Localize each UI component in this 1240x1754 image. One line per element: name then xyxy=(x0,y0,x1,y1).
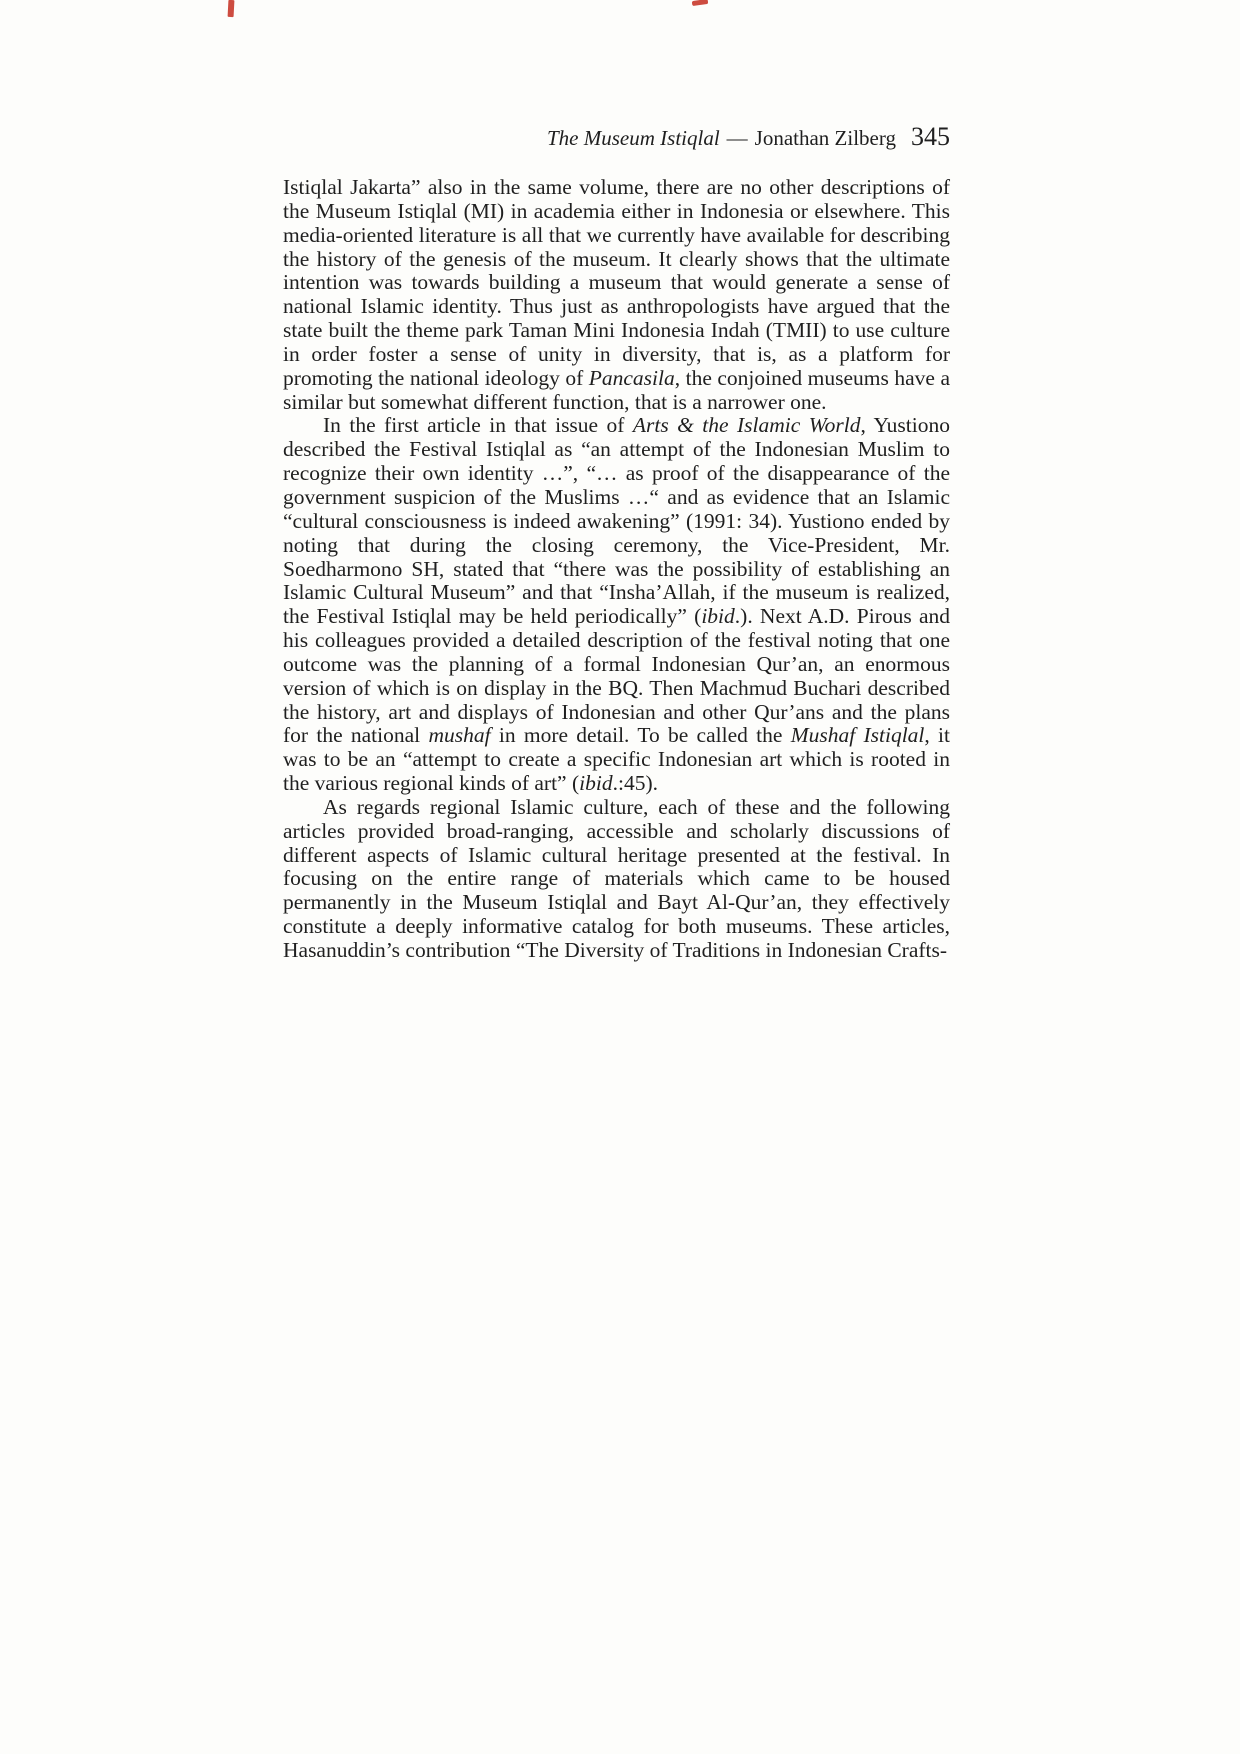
text-run: In the first article in that issue of xyxy=(323,413,633,438)
paragraph xyxy=(283,176,950,414)
paragraph xyxy=(283,796,950,963)
italic-text-run: mushaf xyxy=(428,723,491,748)
header-separator: — xyxy=(726,126,748,150)
text-run: .). Next A.D. Pirous and his colleagues provided a detailed description of the festival noting that one outcome was the planning of a formal Indonesian Qur’an, an enormous version of which is on display in the BQ. Then Machmud Buchari described the history, art and displays of Indonesian and other Qur’ans and the plans for the national xyxy=(283,604,950,748)
text-run: Istiqlal Jakarta” also in the same volume, there are no other descriptions of the Museum Istiqlal (MI) in academia either in Indonesia or elsewhere. This media-oriented literature is all that we currently have available for describing the history of the genesis of the museum. It clearly shows that the ultimate intention was towards building a museum that would generate a sense of national Islamic identity. Thus just as anthropologists have argued that the state built the theme park Taman Mini Indonesia Indah (TMII) to use culture in order foster a sense of unity in diversity, that is, as a platform for promoting the national ideology of xyxy=(283,175,950,390)
scan-artifact-red-mark xyxy=(692,0,709,6)
text-run: , the conjoined museums have a similar but somewhat different function, that is a narrower one. xyxy=(283,365,950,414)
text-run: in more detail. To be called the xyxy=(490,723,791,748)
header-author: Jonathan Zilberg xyxy=(754,126,896,150)
header-title: The Museum Istiqlal xyxy=(547,126,720,150)
text-run: .:45). xyxy=(612,771,658,796)
text-run: As regards regional Islamic culture, each of these and the following articles provided broad-ranging, accessible and scholarly discussions of different aspects of Islamic cultural heritage presented at the festival. In focusing on the entire range of materials which came to be housed permanently in the Museum Istiqlal and Bayt Al-Qur’an, they effectively constitute a deeply informative catalog for both museums. These articles, Hasanuddin’s contribution “The Diversity of Traditions in Indonesian Crafts- xyxy=(283,794,950,962)
page-number: 345 xyxy=(911,122,950,151)
text-run: , it was to be an “attempt to create a specific Indonesian art which is rooted in the various regional kinds of art” ( xyxy=(283,723,951,796)
italic-text-run: Mushaf Istiqlal xyxy=(790,723,925,748)
italic-text-run: ibid xyxy=(579,771,613,796)
italic-text-run: Arts & the Islamic World xyxy=(632,413,861,438)
paragraph xyxy=(283,414,950,796)
text-run: , Yustiono described the Festival Istiqlal as “an attempt of the Indonesian Muslim to recognize their own identity …”, “… as proof of the disappearance of the government suspicion of the Muslims …“ and as evidence that an Islamic “cultural consciousness is indeed awakening” (1991: 34). Yustiono ended by noting that during the closing ceremony, the Vice-President, Mr. Soedharmono SH, stated that “there was the possibility of establishing an Islamic Cultural Museum” and that “Insha’Allah, if the museum is realized, the Festival Istiqlal may be held periodically” ( xyxy=(283,413,950,629)
italic-text-run: ibid xyxy=(701,604,735,629)
running-header xyxy=(283,124,950,151)
scan-artifact-red-mark xyxy=(228,0,235,17)
body-text xyxy=(283,176,950,963)
italic-text-run: Pancasila xyxy=(588,365,675,390)
